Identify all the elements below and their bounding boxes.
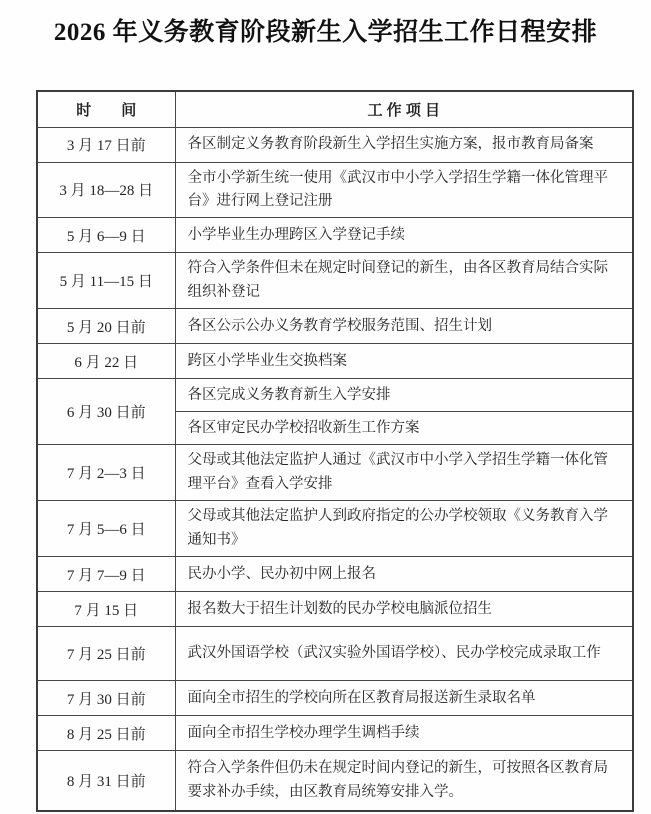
table-row [37,309,633,344]
table-row [37,127,633,162]
time-cell: 5 月 20 日前 [37,309,175,344]
time-cell: 6 月 30 日前 [37,379,175,445]
task-cell: 各区审定民办学校招收新生工作方案 [175,412,633,445]
table-row [37,253,633,309]
schedule-table [36,90,634,812]
task-cell: 小学毕业生办理跨区入学登记手续 [175,218,633,253]
time-cell: 7 月 15 日 [37,592,175,627]
time-cell: 5 月 11—15 日 [37,253,175,309]
time-cell: 7 月 25 日前 [37,627,175,681]
time-cell: 8 月 25 日前 [37,716,175,751]
time-cell: 3 月 17 日前 [37,127,175,162]
task-cell: 民办小学、民办初中网上报名 [175,557,633,592]
table-row [37,751,633,811]
task-cell: 符合入学条件但仍未在规定时间内登记的新生，可按照各区教育局要求补办手续，由区教育局统筹安排入学。 [175,751,633,811]
table-header-row [37,91,633,127]
table-row [37,627,633,681]
time-cell: 7 月 30 日前 [37,681,175,716]
table-row [37,716,633,751]
table-row [37,162,633,218]
task-cell: 面向全市招生的学校向所在区教育局报送新生录取名单 [175,681,633,716]
task-cell: 武汉外国语学校（武汉实验外国语学校）、民办学校完成录取工作 [175,627,633,681]
table-row [37,592,633,627]
task-cell: 各区制定义务教育阶段新生入学招生实施方案，报市教育局备案 [175,127,633,162]
table-row [37,445,633,501]
time-cell: 7 月 5—6 日 [37,501,175,557]
time-cell: 8 月 31 日前 [37,751,175,811]
time-cell: 7 月 2—3 日 [37,445,175,501]
task-cell: 跨区小学毕业生交换档案 [175,344,633,379]
task-cell: 父母或其他法定监护人通过《武汉市中小学入学招生学籍一体化管理平台》查看入学安排 [175,445,633,501]
table-row [37,681,633,716]
table-row [37,501,633,557]
task-cell: 各区公示公办义务教育学校服务范围、招生计划 [175,309,633,344]
time-cell: 6 月 22 日 [37,344,175,379]
table-row [37,218,633,253]
task-cell: 符合入学条件但未在规定时间登记的新生，由各区教育局结合实际组织补登记 [175,253,633,309]
task-cell: 报名数大于招生计划数的民办学校电脑派位招生 [175,592,633,627]
task-cell: 父母或其他法定监护人到政府指定的公办学校领取《义务教育入学通知书》 [175,501,633,557]
column-header-time: 时 间 [37,91,175,127]
table-row [37,557,633,592]
task-cell: 全市小学新生统一使用《武汉市中小学入学招生学籍一体化管理平台》进行网上登记注册 [175,162,633,218]
time-cell: 7 月 7—9 日 [37,557,175,592]
time-cell: 3 月 18—28 日 [37,162,175,218]
column-header-task: 工 作 项 目 [175,91,633,127]
table-row [37,344,633,379]
task-cell: 各区完成义务教育新生入学安排 [175,379,633,412]
time-cell: 5 月 6—9 日 [37,218,175,253]
page-title: 2026 年义务教育阶段新生入学招生工作日程安排 [53,19,598,46]
table-row [37,379,633,412]
task-cell: 面向全市招生学校办理学生调档手续 [175,716,633,751]
